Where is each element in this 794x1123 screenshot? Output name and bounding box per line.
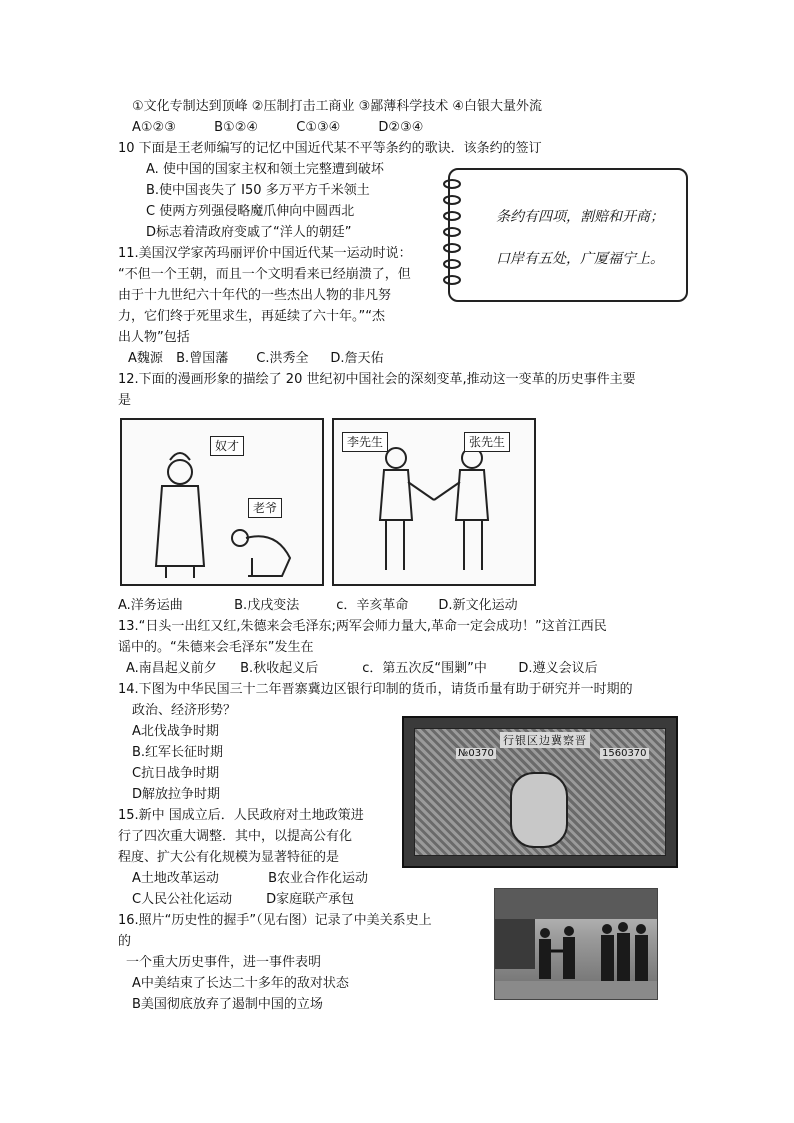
q14-option-c: C抗日战争时期 <box>132 766 220 781</box>
banknote-header: 行银区边冀察晋 <box>500 732 590 748</box>
q14-option-b: B.红军长征时期 <box>132 745 224 760</box>
q9-option-c: C①③④ <box>296 120 341 135</box>
q11-option-b: B.曾国藩 <box>176 351 229 366</box>
handshake-photo-figures <box>495 889 657 999</box>
q15-options-row1 <box>132 869 368 889</box>
q16-stem-1: 16.照片“历史性的握手”（见右图）记录了中美关系史上 <box>118 913 432 928</box>
q9-option-d: D②③④ <box>378 120 424 135</box>
q10-option-d: D标志着清政府变戚了“洋人的朝廷” <box>146 225 352 240</box>
q15-option-c: C人民公社化运动 <box>132 892 233 907</box>
q9-statements: ①文化专制达到顶峰 ②压制打击工商业 ③鄙薄科学技术 ④白银大量外流 <box>132 99 543 114</box>
q15-option-d: D家庭联产承包 <box>266 892 355 907</box>
q12-option-b: B.戊戌变法 <box>234 598 300 613</box>
q13-stem-1: 13.“日头一出红又红,朱德来会毛泽东;两军会师力量大,革命一定会成功！”这首江西民 <box>118 619 607 634</box>
speech-bubble-slave: 奴才 <box>210 436 244 456</box>
q11-stem-1: 11.美国汉学家芮玛丽评价中国近代某一运动时说： <box>118 246 412 261</box>
q11-options <box>128 349 384 369</box>
q15-stem-2: 行了四次重大调整．其中，以提高公有化 <box>118 829 353 844</box>
cartoon-panel-new-society <box>332 418 536 586</box>
q15-stem-1: 15.新中 国成立后．人民政府对土地政策进 <box>118 808 364 823</box>
q12-options <box>118 596 518 616</box>
q15-stem-3: 程度、扩大公有化规模为显著特征的是 <box>118 850 340 865</box>
banknote-center-emblem <box>510 772 568 848</box>
q15-option-b: B农业合作化运动 <box>268 871 369 886</box>
q10-option-b: B.使中国丧失了 I50 多万平方千米领土 <box>146 183 370 198</box>
q13-options <box>126 659 598 679</box>
q9-option-b: B①②④ <box>214 120 259 135</box>
q12-option-a: A.洋务运曲 <box>118 598 183 613</box>
treaty-verse-note <box>448 168 688 302</box>
q12-option-d: D.新文化运动 <box>438 598 518 613</box>
speech-bubble-mr-li: 李先生 <box>342 432 388 452</box>
q15-options-row2 <box>132 890 354 910</box>
border-region-banknote <box>402 716 678 868</box>
q14-option-a: A北伐战争时期 <box>132 724 219 739</box>
q11-option-d: D.詹天佑 <box>330 351 384 366</box>
banknote-serial-left: №0370 <box>458 748 494 759</box>
speech-bubble-mr-zhang: 张先生 <box>464 432 510 452</box>
q13-option-c: c．第五次反“围剿”中 <box>362 661 487 676</box>
q16-stem-2: 的 <box>118 934 132 949</box>
q13-option-d: D.遵义会议后 <box>518 661 598 676</box>
q10-stem: 10 下面是王老师编写的记忆中国近代某不平等条约的歌诀．该条约的签订 <box>118 141 542 156</box>
q11-option-a: A魏源 <box>128 351 163 366</box>
q15-option-a: A土地改革运动 <box>132 871 219 886</box>
q14-stem-1: 14.下图为中华民国三十二年晋寨冀边区银行印制的货币，请货币量有助于研究并一时期的 <box>118 682 633 697</box>
q9-option-a: A①②③ <box>132 120 176 135</box>
notebook-spiral-icon <box>440 172 464 298</box>
q11-stem-3: 由于十九世纪六十年代的一些杰出人物的非凡努 <box>118 288 392 303</box>
historic-handshake-photo <box>494 888 658 1000</box>
q16-option-b: B美国彻底放弃了遏制中国的立场 <box>132 997 323 1012</box>
q12-stem-2: 是 <box>118 393 132 408</box>
q10-option-c: C 使两方列强侵略魔爪伸向中圆西北 <box>146 204 355 219</box>
q16-stem-3: 一个重大历史事件，进一事件表明 <box>126 955 322 970</box>
q12-stem-1: 12.下面的漫画形象的描绘了 20 世纪初中国社会的深刻变革,推动这一变革的历史事件主要 <box>118 372 636 387</box>
note-line-2: 口岸有五处，广厦福宁上。 <box>496 251 664 267</box>
speech-bubble-master: 老爷 <box>248 498 282 518</box>
q14-stem-2: 政治、经济形势？ <box>132 703 237 718</box>
q13-option-b: B.秋收起义后 <box>240 661 319 676</box>
q9-options <box>132 118 423 138</box>
q10-option-a: A. 使中国的国家主权和领土完整遭到破坏 <box>146 162 384 177</box>
banknote-serial-right: 1560370 <box>602 748 647 759</box>
q11-stem-2: “不但一个王朝，而且一个文明看来已经崩溃了，但 <box>118 267 411 282</box>
q11-option-c: C.洪秀全 <box>256 351 309 366</box>
q13-stem-2: 谣中的。“朱德来会毛泽东”发生在 <box>118 640 314 655</box>
cartoon-panel-old-society <box>120 418 324 586</box>
q14-option-d: D解放拉争时期 <box>132 787 221 802</box>
q11-stem-4: 力，它们终于死里求生，再延续了六十年。”“杰 <box>118 309 385 324</box>
q13-option-a: A.南昌起义前夕 <box>126 661 217 676</box>
note-line-1: 条约有四项，割赔和开商； <box>496 209 664 225</box>
q11-stem-5: 出人物”包括 <box>118 330 190 345</box>
q12-option-c: c．辛亥革命 <box>336 598 409 613</box>
q16-option-a: A中美结束了长达二十多年的敌对状态 <box>132 976 349 991</box>
